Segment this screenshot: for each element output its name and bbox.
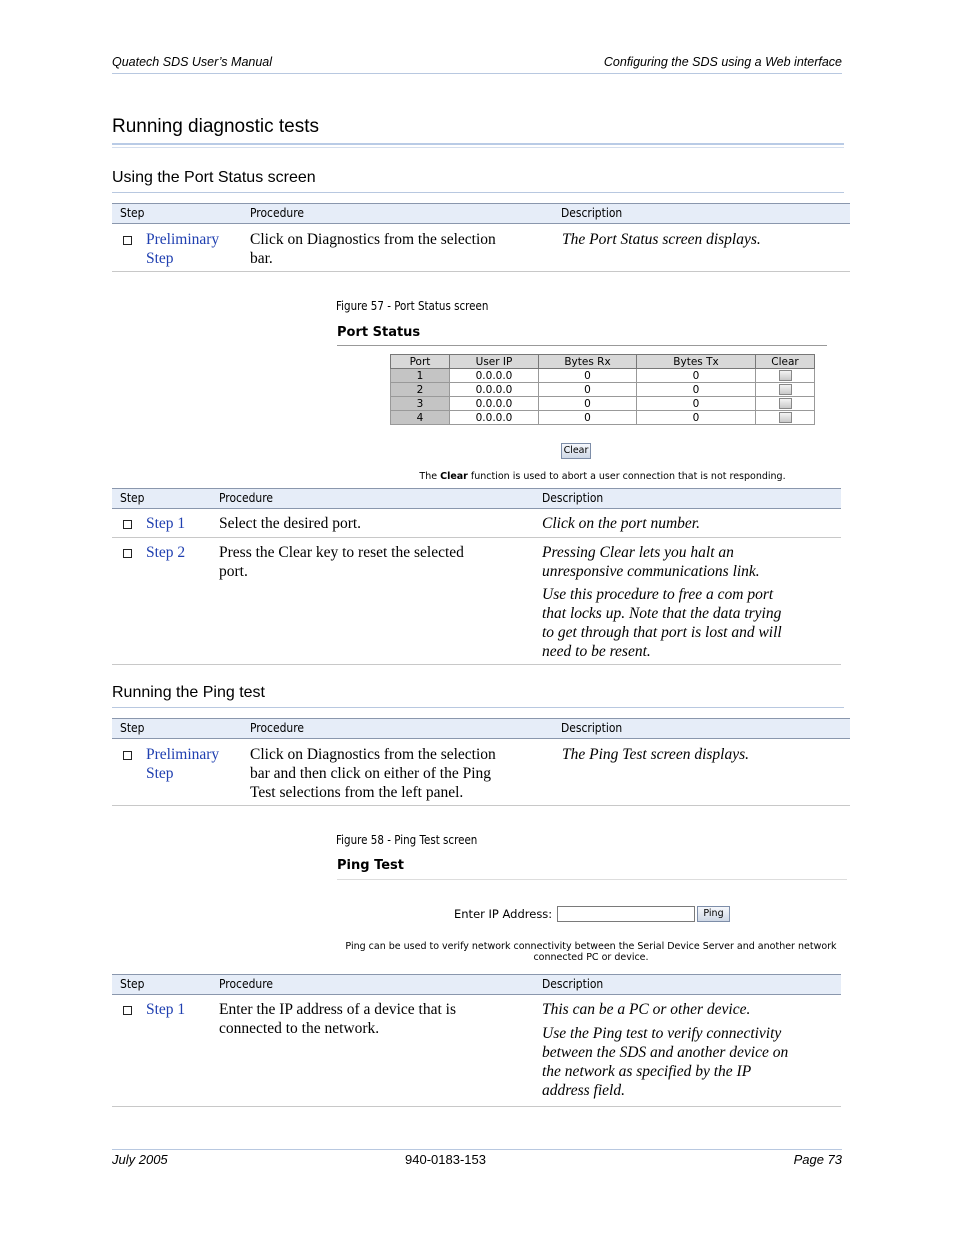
procedure-table-header: [112, 974, 841, 995]
ping-button[interactable]: Ping: [697, 906, 730, 922]
col-step: Step: [120, 490, 145, 505]
col-procedure: Procedure: [250, 205, 305, 220]
footer-rule: [112, 1149, 842, 1150]
port-status-heading-rule: [112, 192, 844, 193]
screen-title-rule: [337, 345, 827, 346]
header-rule: [112, 73, 842, 74]
port-number[interactable]: 4: [391, 411, 450, 425]
ping-heading-rule: [112, 707, 844, 708]
bytes-rx: 0: [539, 369, 637, 383]
running-header-right: Configuring the SDS using a Web interface: [603, 55, 842, 69]
procedure-text: Select the desired port.: [219, 515, 362, 532]
description-text: Pressing Clear lets you halt an unresponsive communications link.: [542, 544, 760, 580]
table-row-rule: [112, 1106, 841, 1107]
screen-title-rule: [337, 879, 847, 880]
clear-col-header: Clear: [756, 355, 815, 369]
user-ip: 0.0.0.0: [450, 397, 539, 411]
figure-caption: Figure 57 - Port Status screen: [336, 299, 489, 313]
footer-doc-number: 940-0183-153: [405, 1152, 486, 1167]
col-description: Description: [561, 720, 623, 735]
table-row-rule: [112, 805, 850, 806]
col-description: Description: [542, 490, 604, 505]
col-procedure: Procedure: [250, 720, 305, 735]
description-text: The Ping Test screen displays.: [562, 746, 749, 763]
col-step: Step: [120, 976, 145, 991]
checkbox-icon: [123, 520, 132, 529]
description-text: Use this procedure to free a com port that locks up. Note that the data trying to get through that port is lost and will need to be resent.: [542, 586, 782, 660]
port-status-table: [390, 354, 815, 425]
figure-caption: Figure 58 - Ping Test screen: [336, 833, 478, 847]
clear-checkbox[interactable]: [779, 412, 792, 423]
user-ip: 0.0.0.0: [450, 411, 539, 425]
col-step: Step: [120, 720, 145, 735]
ping-heading: Running the Ping test: [112, 684, 265, 701]
bytes-rx: 0: [539, 411, 637, 425]
bytes-rx: 0: [539, 383, 637, 397]
clear-checkbox[interactable]: [779, 398, 792, 409]
bytes-tx: 0: [637, 411, 756, 425]
bytes-tx: 0: [637, 369, 756, 383]
user-ip: 0.0.0.0: [450, 369, 539, 383]
description-text: Click on the port number.: [542, 515, 700, 532]
section-title: Running diagnostic tests: [112, 116, 320, 137]
col-description: Description: [561, 205, 623, 220]
procedure-text: Press the Clear key to reset the selected port.: [219, 544, 464, 580]
bytes-tx-col-header: Bytes Tx: [637, 355, 756, 369]
step-label[interactable]: Preliminary Step: [146, 746, 220, 782]
bytes-tx: 0: [637, 397, 756, 411]
table-row: [391, 369, 815, 383]
checkbox-icon: [123, 751, 132, 760]
footer-date: July 2005: [112, 1152, 168, 1167]
port-col-header: Port: [391, 355, 450, 369]
ping-screen-title: Ping Test: [337, 858, 404, 873]
clear-checkbox[interactable]: [779, 384, 792, 395]
step-label[interactable]: Preliminary Step: [146, 231, 220, 267]
col-procedure: Procedure: [219, 976, 274, 991]
running-header-left: Quatech SDS User’s Manual: [112, 55, 273, 69]
col-procedure: Procedure: [219, 490, 274, 505]
port-status-heading: Using the Port Status screen: [112, 169, 316, 186]
bytes-rx: 0: [539, 397, 637, 411]
bytes-tx: 0: [637, 383, 756, 397]
clear-checkbox[interactable]: [779, 370, 792, 381]
procedure-text: Enter the IP address of a device that is connected to the network.: [219, 1001, 457, 1037]
ip-address-input[interactable]: [557, 906, 695, 922]
port-status-screen-title: Port Status: [337, 325, 421, 340]
user-ip: 0.0.0.0: [450, 383, 539, 397]
description-text: Use the Ping test to verify connectivity between the SDS and another device on the network as specified by the IP address field.: [542, 1025, 789, 1099]
checkbox-icon: [123, 236, 132, 245]
col-step: Step: [120, 205, 145, 220]
description-text: This can be a PC or other device.: [542, 1001, 751, 1018]
ping-note: Ping can be used to verify network connectivity between the Serial Device Server and another network connected PC or device.: [345, 941, 837, 963]
table-row: [391, 411, 815, 425]
col-description: Description: [542, 976, 604, 991]
procedure-text: Click on Diagnostics from the selection bar and then click on either of the Ping Test selections from the left panel.: [250, 746, 496, 801]
checkbox-icon: [123, 1006, 132, 1015]
procedure-table-header: [112, 488, 841, 509]
clear-note: The Clear function is used to abort a user connection that is not responding.: [419, 471, 786, 482]
table-row: [391, 397, 815, 411]
port-number[interactable]: 2: [391, 383, 450, 397]
checkbox-icon: [123, 549, 132, 558]
clear-button[interactable]: Clear: [561, 443, 591, 459]
step-label[interactable]: Step 1: [146, 515, 186, 532]
bytes-rx-col-header: Bytes Rx: [539, 355, 637, 369]
description-text: The Port Status screen displays.: [562, 231, 761, 248]
ip-address-label: Enter IP Address:: [454, 907, 553, 921]
table-row-rule: [112, 271, 850, 272]
footer-page-number: Page 73: [793, 1152, 842, 1167]
table-row-rule: [112, 537, 841, 538]
procedure-table-header: [112, 718, 850, 739]
procedure-table-header: [112, 203, 850, 224]
table-row-rule: [112, 664, 841, 665]
procedure-text: Click on Diagnostics from the selection bar.: [250, 231, 496, 267]
port-number[interactable]: 3: [391, 397, 450, 411]
user-ip-col-header: User IP: [450, 355, 539, 369]
step-label[interactable]: Step 1: [146, 1001, 186, 1018]
section-title-rule: [112, 143, 844, 145]
table-row: [391, 383, 815, 397]
port-number[interactable]: 1: [391, 369, 450, 383]
step-label[interactable]: Step 2: [146, 544, 186, 561]
